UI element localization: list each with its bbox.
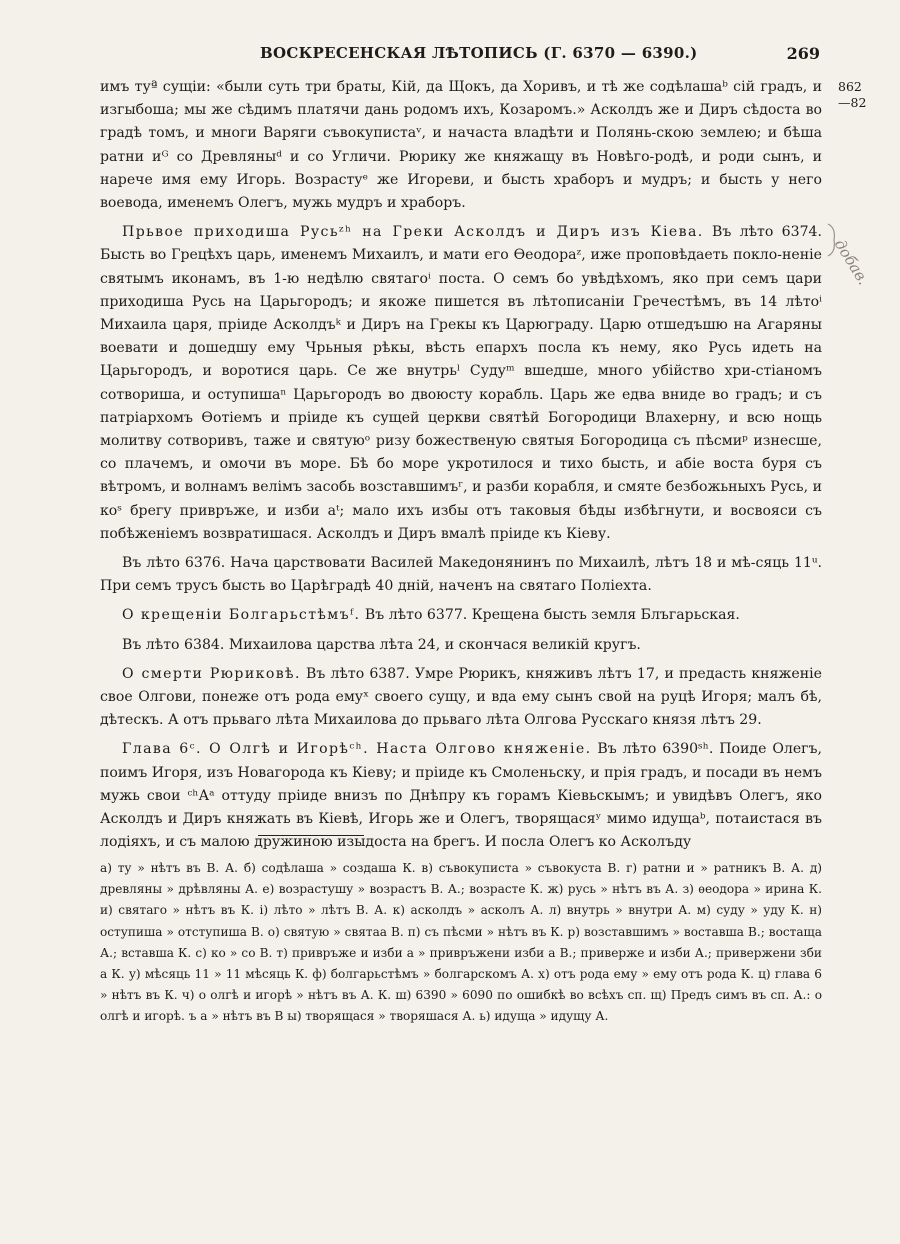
footnotes-text: а) ту » нѣтъ въ В. А. б) содѣлаша » создаша К. в) съвокуписта » съвокуста В. г) ратни и » ратникъ В. А. д) древляны » дрѣвляны А. е) возрастушу » возрастъ В. А.; возрасте К. ж) русь » нѣтъ въ А. з) ѳеодора » ирина К. и) святаго » нѣтъ въ К. і) лѣто » лѣтъ В. А. к) асколдъ » асколъ А. л) внутрь » внутри А. м) суду » уду К. н) оступиша » отступиша В. о) святую » святаа В. п) съ пѣсми » нѣтъ въ К. р) возставшимъ » воставша В.; востаща А.; вставша К. с) ко » со В. т) привръже и изби а » привръжени изби а В.; приверже и изби А.; привержени зби а К. у) мѣсяць 11 » 11 мѣсяць К. ф) болгарьстѣмъ » болгарскомъ А. х) отъ рода ему » ему отъ рода К. ц) глава 6 » нѣтъ въ К. ч) о олгѣ и игорѣ » нѣтъ въ А. К. ш) 6390 » 6090 по ошибкѣ во всѣхъ сп. щ) Предъ симъ въ сп. А.: о олгѣ и игорѣ. ъ а » нѣтъ въ В ы) творящася » творяшася А. ь) идуща » идущу А. [100,861,822,1024]
paragraph-continuation [100,76,822,215]
page-number: 269 [786,44,820,63]
paragraph-rurik-death [100,663,822,733]
paragraph-text: , и начаста владѣти и Полянь-скою землею; и бѣша ратни иᴳ со Древляныᵈ и со Угличи. Рюрику же княжащу въ Новѣго-родѣ, и роди сынъ, и нарече имя ему Игорь. Возрастуᵉ же Игореви, и бысть храборъ и мудръ; и бысть у него воевода, именемъ Олегъ, мужь мудръ и храборъ. [100,125,822,212]
paragraph-text: Въ лѣто 6387. Умре Рюрикъ, княживъ лѣтъ 17, и предасть княженіе свое Олгови, понеже отъ рода емуˣ своего сущу, и вда ему сынъ свой на руцѣ Игоря; малъ бѣ, дѣтескъ. А отъ прьваго лѣта Михаилова до прьваго лѣта Олгова Русскаго князя лѣтъ 29. [100,665,823,729]
chronicle-text [100,76,822,861]
running-title: ВОСКРЕСЕНСКАЯ ЛѢТОПИСЬ (Г. 6370 — 6390.) [260,44,698,62]
paragraph-text: Въ лѣто 6384. Михаилова царства лѣта 24, и скончася великій кругъ. [122,636,641,653]
paragraph-text: Въ лѣто 6377. Крещена бысть земля Блъгарьская. [360,607,740,624]
page-header [100,44,820,68]
margin-year-range-end: —82 [838,95,867,110]
paragraph-askold-dir [100,221,822,546]
paragraph-year-6384 [100,634,822,657]
paragraph-text: Въ лѣто 6390ˢʰ. Поиде Олегъ, поимъ Игоря, изъ Новагорода къ Кіеву; и пріиде къ Смоленьску, и прія градъ, и посади въ немъ мужь свои ᶜʰАᵃ оттуду пріиде внизъ по Днѣпру къ горамъ Кіевьскымъ; и увидѣвъ Олегъ, яко Асколдъ и Диръ княжать въ Кіевѣ, Игорь же и Олегъ, творящасяʸ мимо идущаᵇ, потаистася въ лодіяхъ, и съ малою дружиною изыдоста на брегъ. И посла Олегъ ко Асколъду [100,741,822,851]
paragraph-year-6376 [100,552,822,598]
paragraph-text: имъ туª сущіи: «были суть три браты, Кій, да Щокъ, да Хоривъ, и тѣ же содѣлашаᵇ сій градъ, и изгыбоша; мы же сѣдимъ платячи дань родомъ ихъ, Козаромъ.» Асколдъ же и Диръ сѣдоста во градѣ томъ, и многи Варяги съвокуписта [100,79,822,142]
paragraph-text: Въ лѣто 6376. Нача царствовати Василей Македонянинъ по Михаилѣ, лѣтъ 18 и мѣ-сяць 11ᵘ. При семъ трусъ бысть во Царѣградѣ 40 дній, наченъ на святаго Поліехта. [100,555,822,595]
footnote-marker: ᵛ [416,125,422,142]
section-heading: О смерти Рюриковѣ. [122,665,301,682]
margin-handwritten-note: добав. [830,236,873,289]
margin-year-range-start: 862 [838,79,862,94]
section-heading: О крещеніи Болгарьстѣмъᶠ. [122,607,361,624]
footnotes-apparatus [100,858,822,1028]
footnote-divider [258,835,364,836]
section-heading: Глава 6ᶜ. О Олгѣ и Игорѣᶜʰ. Наста Олгово княженіе. [122,741,592,758]
paragraph-bulgarian-baptism [100,604,822,627]
paragraph-text: Въ лѣто 6374. Бысть во Грецѣхъ царь, именемъ Михаилъ, и мати его Ѳеодораᶻ, иже проповѣдаеть покло-неніе святымъ иконамъ, въ 1-ю недѣлю святагоⁱ поста. О семъ бо увѣдѣхомъ, яко при семъ цари приходиша Русь на Царьгородъ; и якоже пишется въ лѣтописаніи Гречестѣмъ, въ 14 лѣтоⁱ Михаила царя, пріиде Асколдъᵏ и Диръ на Грекы къ Царюграду. Царю отшедъшю на Агаряны воевати и дошедшу ему Чрьныя рѣкы, вѣсть епархъ посла къ нему, яко Русь идеть на Царьгородъ, и воротися царь. Се же внутрьˡ Судуᵐ вшедше, много убійство хри-стіаномъ сотвориша, и оступишаⁿ Царьгородъ во двоюсту корабль. Царь же едва вниде во градъ; и съ патріархомъ Ѳотіемъ и пріиде къ сущей церкви святѣй Богородици Влахерну, и всю нощь молитву сотворивъ, таже и святуюᵒ ризу божественую святыя Богородица съ пѣсмиᵖ изнесше, со плачемъ, и омочи въ море. Бѣ бо море укротилося и тихо бысть, и абіе воста буря съ вѣтромъ, и волнамъ велімъ засобь возставшимъʳ, и разби корабля, и смяте безбожьныхъ Русь, и коˢ брегу привръже, и изби аᵗ; мало ихъ избы отъ таковыя бѣды избѣгнути, и восвояси съ побѣженіемъ возвратишася. Асколдъ и Диръ вмалѣ пріиде къ Кіеву. [100,224,822,542]
paragraph-chapter-6 [100,738,822,854]
section-heading: Прьвое приходиша Русьᶻʰ на Греки Асколдъ и Диръ изъ Кіева. [122,224,704,241]
